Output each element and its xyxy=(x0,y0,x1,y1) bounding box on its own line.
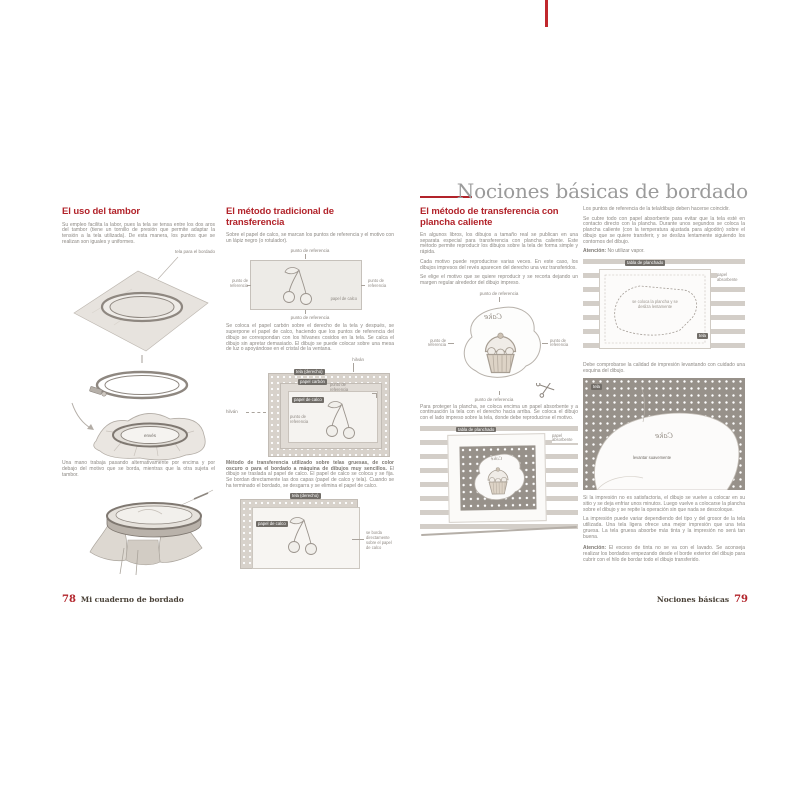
column-uso-tambor xyxy=(62,207,215,576)
atencion-text: No utilizar vapor. xyxy=(607,248,645,255)
label-punto-referencia-b: punto de referencia xyxy=(290,413,309,424)
atencion-label: Atención: xyxy=(583,248,607,255)
atencion-text: El exceso de tinta no se va con el lavado. Se aconseja realizar los bordados empezando desde el borde exterior del dibujo para cubrir con el hilo de bordar todo el dibujo transferido. xyxy=(583,545,745,563)
label-punto-bottom: punto de referencia xyxy=(474,396,514,402)
footer-left-label: Mi cuaderno de bordado xyxy=(80,595,184,604)
paragraph-tambor-1: Su empleo facilita la labor, pues la tela se tensa entre los dos aros del tambor (tiene un tornillo de presión que permite adaptar la tensión a la tela utilizada). De esta manera, los puntos que se realizan son iguales y uniformes. xyxy=(62,221,215,245)
heading-metodo-tradicional: El método tradicional de transferencia xyxy=(226,206,334,228)
hoop-steps-drawing xyxy=(62,255,215,461)
paragraph-acabado-4: Si la impresión no es satisfactoria, el dibujo se vuelve a colocar en su sitio y se deja enfriar unos minutos. Luego vuelve a colocarse la plancha sobre el dibujo y se repite la operación sin que nada se descoloque. xyxy=(583,495,745,513)
label-papel-absorbente: papel absorbente xyxy=(552,434,578,443)
carbon-layers-illustration xyxy=(226,357,394,461)
cherry-sketch xyxy=(326,401,356,441)
badge-tela-derecho: tela (derecho) xyxy=(292,493,319,499)
badge-papel-de-calco: papel de calco xyxy=(258,521,286,527)
paragraph-tradicional-1: Sobre el papel de calco, se marcan los puntos de referencia y el motivo con un lápiz negro (o rotulador). xyxy=(226,232,394,244)
label-punto-right: punto de referencia xyxy=(550,337,569,348)
embroidering-hand-drawing xyxy=(62,482,215,576)
heading-uso-tambor: El uso del tambor xyxy=(62,206,141,217)
board-edge-drawing xyxy=(420,524,578,538)
page-number-left: 78 xyxy=(62,594,76,605)
paragraph-plancha-2: Cada motivo puede reproducirse varias veces. En este caso, los dibujos impresos del revés aparecen del derecho una vez transferidos. xyxy=(420,258,578,271)
caption-text: El dibujo se traslada al papel de calco. El papel de calco se coloca y se fija. Se bordan directamente las dos capas (papel de calco y tela). Cuando se ha terminado el bordado, se desgarra y se elimina el papel de calco. xyxy=(226,465,395,489)
peel-check-illustration xyxy=(583,378,745,490)
column-plancha-caliente xyxy=(420,207,578,538)
cake-handwriting: Cake xyxy=(490,456,503,462)
embroidering-hand-illustration xyxy=(62,482,215,576)
label-enves: envés xyxy=(143,433,157,439)
label-punto-right: punto de referencia xyxy=(368,278,387,289)
iron-gliding-illustration xyxy=(583,259,745,357)
paragraph-tradicional-2: Se coloca el papel carbón sobre el derecho de la tela y después, se superpone el papel de calco, haciendo que los puntos de referencia del dibujo se correspondan con los hilvanes cosidos en la tela. Se calca el dibujo sin apretar demasiado. El dibujo se puede colocar sobre una mesa de luz o apoyándose en el cristal de la ventana. xyxy=(226,323,394,353)
label-hilvan-top: hilván xyxy=(352,356,364,362)
footer-right-label: Nociones básicas xyxy=(656,595,730,604)
badge-papel-de-calco: papel de calco xyxy=(294,396,322,402)
label-punto-top: punto de referencia xyxy=(290,248,330,254)
footer-left xyxy=(62,594,184,605)
badge-tabla-planchado: tabla de planchado xyxy=(458,426,495,432)
badge-tabla-planchado: tabla de planchado xyxy=(627,259,664,265)
label-plancha-nota: se coloca la plancha y se desliza lentamente xyxy=(632,298,678,309)
footer-right xyxy=(657,594,748,605)
label-punto-left: punto de referencia xyxy=(229,278,248,289)
heading-plancha-caliente: El método de transferencia con plancha caliente xyxy=(420,206,559,228)
label-papel-de-calco: papel de calco xyxy=(330,295,357,301)
chapter-tab-marker xyxy=(545,0,548,27)
paragraph-acabado-1: Los puntos de referencia de la tela/dibujo deben hacerse coincidir. xyxy=(583,206,730,212)
paragraph-tambor-2: Una mano trabaja pasando alternativamente por encima y por debajo del motivo que se borda, mientras que la otra sujeta el tambor. xyxy=(62,460,215,478)
paragraph-plancha-1: En algunos libros, los dibujos a tamaño real se publican en una separata especial para transferencia con plancha caliente. Este método permite reproducir los dibujos sobre la tela de forma simple y rápida. xyxy=(420,232,578,256)
caption-bold: Método de transferencia utilizado sobre telas gruesas, de color oscuro o para el bordado a máquina de dibujos muy sencillos. xyxy=(226,459,394,472)
label-papel-absorbente: papel absorbente xyxy=(717,273,745,282)
badge-papel-carbon: papel carbón xyxy=(300,378,325,384)
cake-handwriting: Cake xyxy=(484,312,502,321)
column-acabado xyxy=(583,207,745,567)
badge-tela: tela xyxy=(593,384,600,390)
calco-reference-illustration xyxy=(226,248,394,324)
cherry-sketch xyxy=(283,267,313,307)
cherry-sketch xyxy=(288,517,318,557)
borda-sobre-calco-illustration xyxy=(226,493,394,573)
ironing-board-setup-illustration xyxy=(420,426,578,538)
page-title: Nociones básicas de bordado xyxy=(456,179,748,203)
label-punto-left: punto de referencia xyxy=(427,337,446,348)
label-tela-para-bordado: tela para el bordado xyxy=(174,249,215,255)
badge-tela-derecho: tela (derecho) xyxy=(296,368,323,374)
page-number-right: 79 xyxy=(734,594,748,605)
paragraph-atencion-1 xyxy=(583,249,745,255)
paragraph-plancha-4: Para proteger la plancha, se coloca encima un papel absorbente y a continuación la tela con el derecho hacia arriba. Se coloca el dibujo con el lado impreso sobre la tela, donde debe reproducirse el motivo. xyxy=(420,403,578,422)
atencion-label: Atención: xyxy=(583,545,607,552)
scissors-icon xyxy=(536,383,556,399)
cupcake-cutout-illustration xyxy=(420,291,578,405)
paragraph-plancha-3: Se elige el motivo que se quiere reproducir y se recorta dejando un margen regular alrededor del dibujo impreso. xyxy=(420,274,578,286)
label-borda-directamente: se borda directamente sobre el papel de calco xyxy=(366,530,392,550)
cake-handwriting: Cake xyxy=(655,432,673,441)
label-levantar-suavemente: levantar suavemente xyxy=(632,455,671,461)
column-metodo-tradicional xyxy=(226,207,394,573)
label-punto-top: punto de referencia xyxy=(479,290,519,296)
label-hilvan-left: hilván xyxy=(226,408,238,414)
paragraph-acabado-5: La impresión puede variar dependiendo del tipo y del grosor de la tela utilizada. Una tela ligera ofrece una mejor impresión que una tela gruesa. La tela gruesa absorbe más tinta y la impresión no será tan buena. xyxy=(583,516,745,540)
caption-metodo-transferencia xyxy=(226,461,394,490)
badge-tela: tela xyxy=(699,332,706,338)
paragraph-acabado-3: Debe comprobarse la calidad de impresión levantando con cuidado una esquina del dibujo. xyxy=(583,361,745,374)
paragraph-acabado-2: Se cubre todo con papel absorbente para evitar que la tela esté en contacto directo con la plancha. Durante unos segundos se coloca la plancha caliente (con la temperatura ajustada para algodón) sobre el dibujo que se quiere transferir, y se desliza lentamente siguiendo los contornos del dibujo. xyxy=(583,215,745,245)
label-punto-referencia-a: punto de referencia xyxy=(330,381,349,392)
paragraph-atencion-2 xyxy=(583,546,745,563)
label-punto-bottom: punto de referencia xyxy=(290,315,330,321)
hoop-steps-illustration xyxy=(62,249,215,461)
